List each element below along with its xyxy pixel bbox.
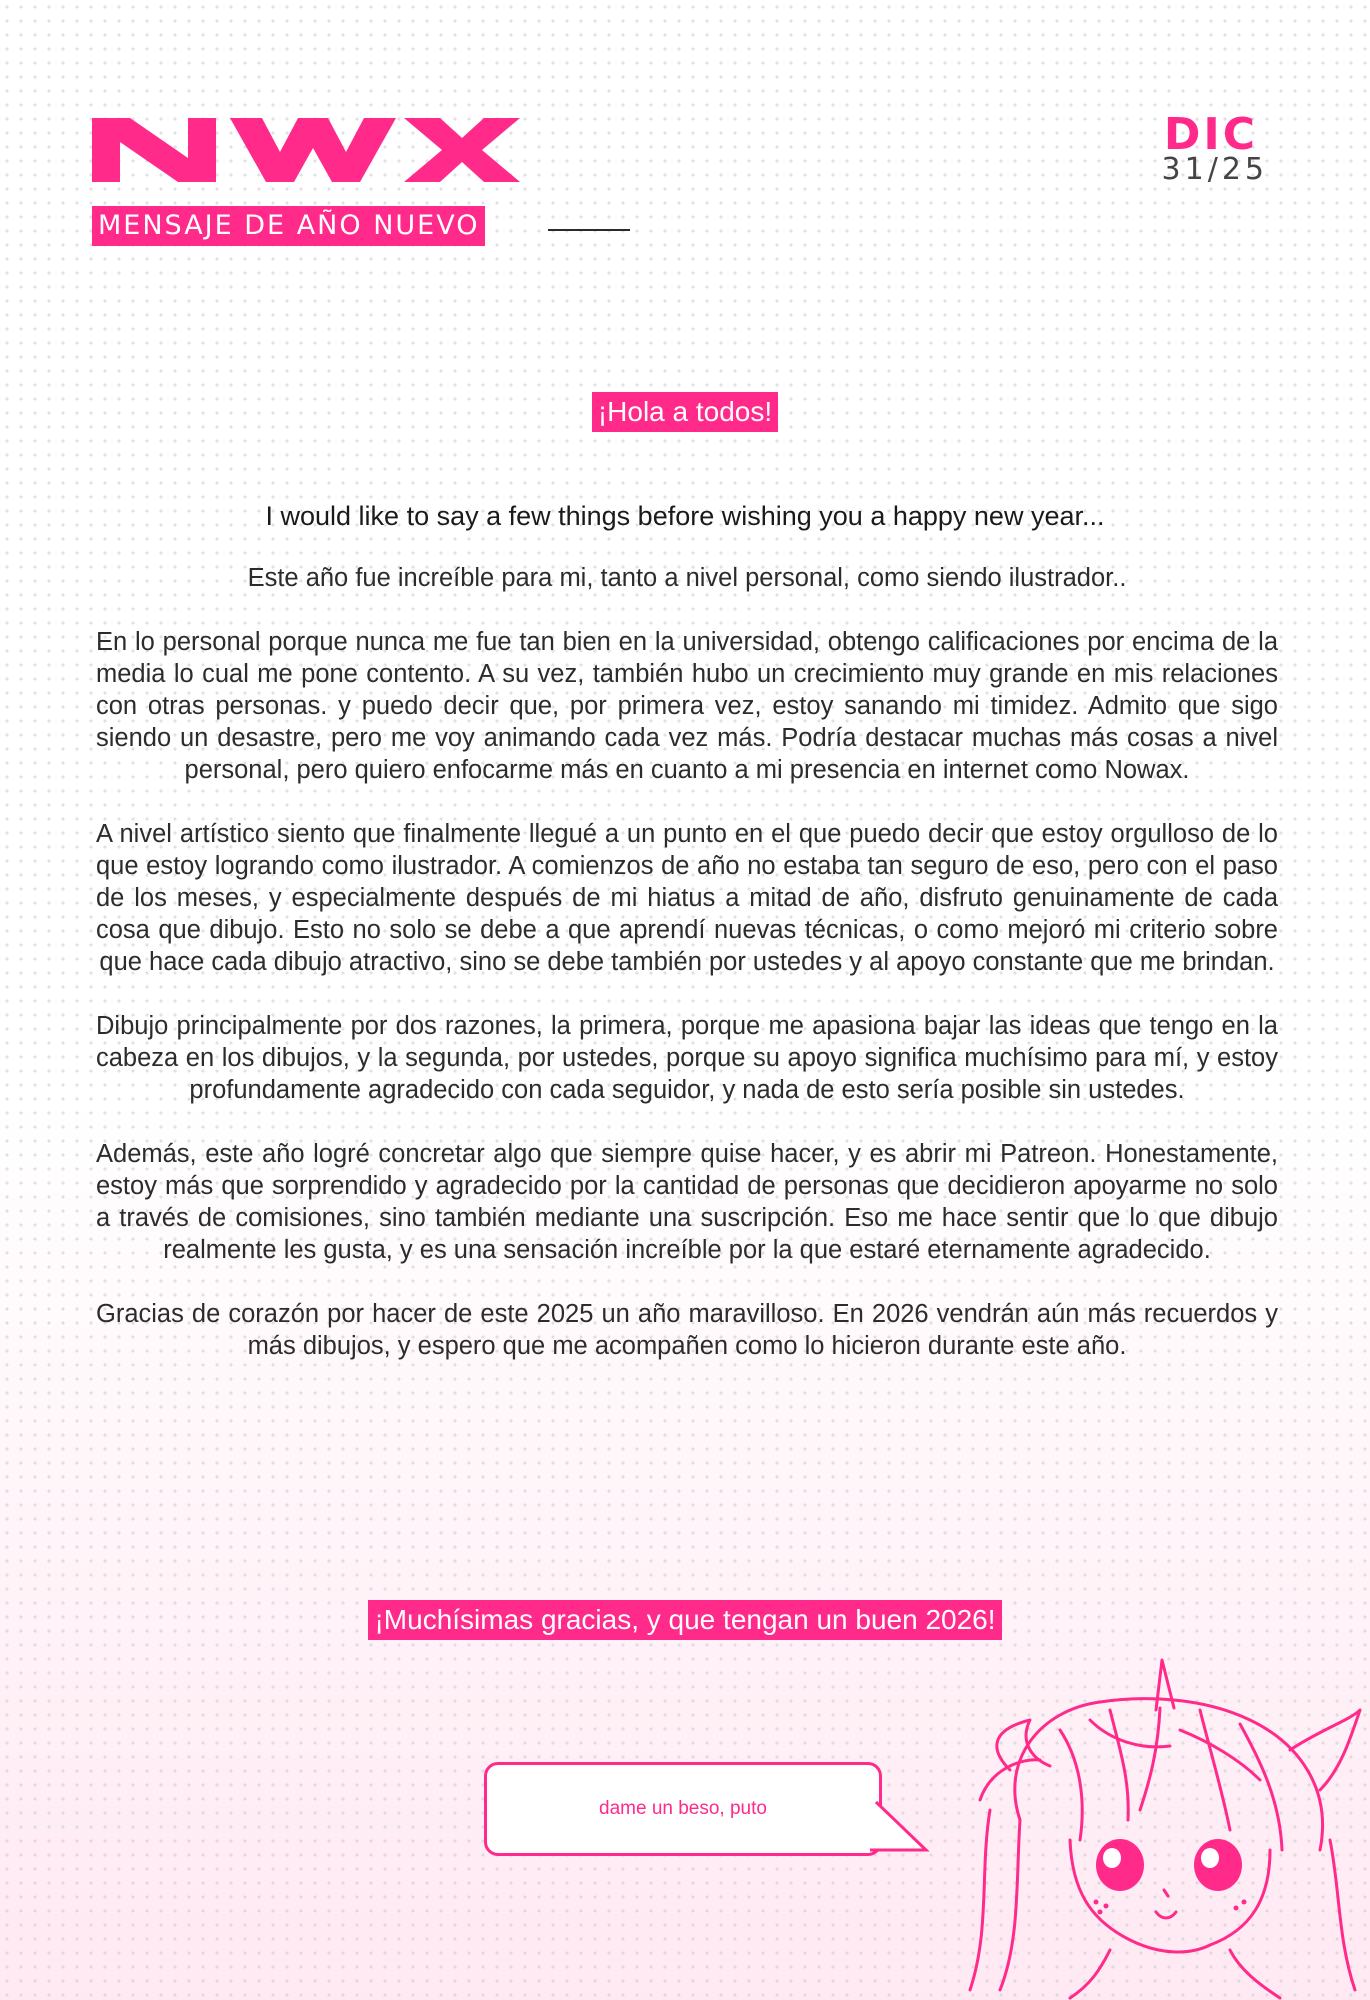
paragraph: Gracias de corazón por hacer de este 2025 un año maravilloso. En 2026 vendrán aún más recuerdos y más dibujos, y espero que me acompañen como lo hicieron durante este año.: [96, 1300, 1278, 1360]
message-body: [96, 562, 1278, 1394]
closing-message: ¡Muchísimas gracias, y que tengan un buen 2026!: [368, 1600, 1001, 1640]
closing-block: [0, 1600, 1370, 1642]
paragraph: Además, este año logré concretar algo que siempre quise hacer, y es abrir mi Patreon. Honestamente, estoy más que sorprendido y agradecido por la cantidad de personas que decidieron apoyarme no solo a través de comisiones, sino también mediante una suscripción. Eso me hace sentir que lo que dibujo realmente les gusta, y es una sensación increíble por la que estaré eternamente agradecido.: [96, 1140, 1278, 1264]
speech-bubble-text: dame un beso, puto: [599, 1798, 767, 1819]
speech-bubble: [484, 1762, 882, 1856]
subtitle-label: MENSAJE DE AÑO NUEVO: [92, 206, 485, 246]
paragraph: Dibujo principalmente por dos razones, la primera, porque me apasiona bajar las ideas que tengo en la cabeza en los dibujos, y la segunda, por ustedes, porque su apoyo significa muchísimo para mí, y estoy profundamente agradecido con cada seguidor, y nada de esto sería posible sin ustedes.: [96, 1012, 1278, 1104]
subtitle-divider: [548, 229, 630, 231]
paragraph: A nivel artístico siento que finalmente llegué a un punto en el que puedo decir que estoy orgulloso de lo que estoy logrando como ilustrador. A comienzos de año no estaba tan seguro de eso, pero con el paso de los meses, y especialmente después de mi hiatus a mitad de año, disfruto genuinamente de cada cosa que dibujo. Esto no solo se debe a que aprendí nuevas técnicas, o como mejoró mi criterio sobre que hace cada dibujo atractivo, sino se debe también por ustedes y al apoyo constante que me brindan.: [96, 820, 1278, 976]
greeting-block: [0, 392, 1370, 434]
speech-bubble-tail-icon: [870, 1800, 930, 1854]
date-month: DIC: [1163, 109, 1258, 160]
date-day: 31/25: [1161, 152, 1268, 187]
greeting: ¡Hola a todos!: [592, 392, 778, 432]
paragraph: Este año fue increíble para mi, tanto a nivel personal, como siendo ilustrador..: [247, 564, 1127, 592]
intro-line: I would like to say a few things before wishing you a happy new year...: [265, 501, 1105, 531]
nwx-logo: [92, 118, 522, 182]
paragraph: En lo personal porque nunca me fue tan bien en la universidad, obtengo calificaciones por encima de la media lo cual me pone contento. A su vez, también hubo un crecimiento muy grande en mis relaciones con otras personas. y puedo decir que, por primera vez, estoy sanando mi timidez. Admito que sigo siendo un desastre, pero me voy animando cada vez más. Podría destacar muchas más cosas a nivel personal, pero quiero enfocarme más en cuanto a mi presencia en internet como Nowax.: [96, 628, 1278, 784]
character-sketch-icon: [960, 1650, 1370, 2000]
